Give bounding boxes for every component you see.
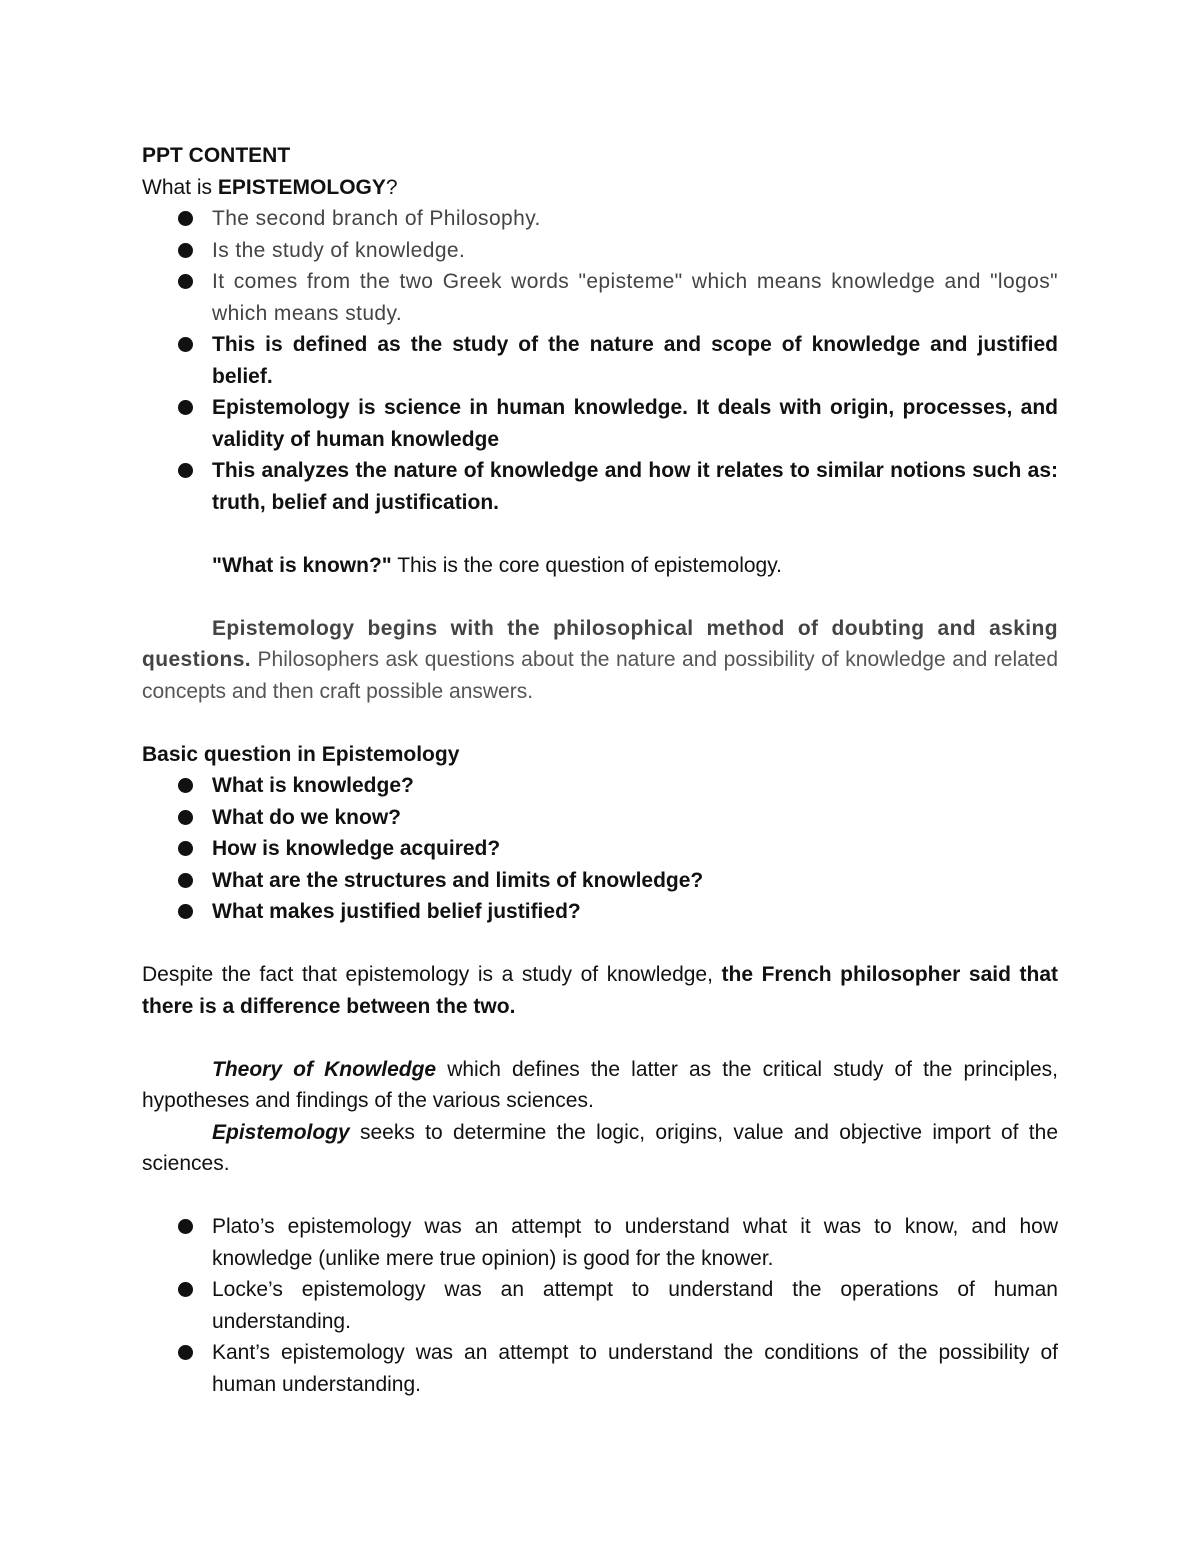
list-item-text: Locke’s epistemology was an attempt to understand the operations of human understanding. xyxy=(212,1278,1058,1333)
difference-plain: Despite the fact that epistemology is a study of knowledge, xyxy=(142,963,722,986)
document-body xyxy=(142,140,1058,1400)
list-item-text: Kant’s epistemology was an attempt to understand the conditions of the possibility of human understanding. xyxy=(212,1341,1058,1396)
method-paragraph-bold: Epistemology begins with the philosophical method of doubting and asking questions. xyxy=(142,616,1058,671)
bullet-icon xyxy=(178,337,193,352)
bullet-icon xyxy=(178,274,193,289)
bullet-icon xyxy=(178,400,193,415)
epistemology-term: Epistemology xyxy=(212,1120,350,1144)
question-line xyxy=(142,172,1058,204)
list-item xyxy=(142,235,1058,267)
question-suffix: ? xyxy=(385,175,398,199)
theory-paragraph xyxy=(142,1054,1058,1117)
list-item xyxy=(142,1211,1058,1274)
list-item xyxy=(142,1274,1058,1337)
question-term: EPISTEMOLOGY xyxy=(217,175,386,199)
bullet-icon xyxy=(178,243,193,258)
bullet-icon xyxy=(178,1282,193,1297)
method-paragraph xyxy=(142,613,1058,708)
list-item-text: Epistemology is science in human knowledge. It deals with origin, processes, and validity of human knowledge xyxy=(212,396,1058,451)
core-question xyxy=(142,550,1058,582)
core-question-bold: "What is known?" xyxy=(212,553,392,577)
question-prefix: What is xyxy=(142,175,218,199)
spacer xyxy=(142,928,1058,960)
bullet-icon xyxy=(178,463,193,478)
difference-paragraph xyxy=(142,959,1058,1022)
list-item xyxy=(142,329,1058,392)
document-heading: PPT CONTENT xyxy=(142,144,291,167)
core-question-rest: This is the core question of epistemology. xyxy=(391,553,783,577)
basic-questions-title: Basic question in Epistemology xyxy=(142,742,460,766)
list-item-text: What are the structures and limits of knowledge? xyxy=(212,868,704,892)
definition-list xyxy=(142,203,1058,329)
bold-definition-list xyxy=(142,329,1058,518)
bullet-icon xyxy=(178,810,193,825)
list-item xyxy=(142,865,1058,897)
spacer xyxy=(142,707,1058,739)
list-item xyxy=(142,802,1058,834)
bullet-icon xyxy=(178,778,193,793)
list-item-text: Plato’s epistemology was an attempt to understand what it was to know, and how knowledge (unlike mere true opinion) is good for the knower. xyxy=(212,1215,1058,1270)
method-paragraph-rest: Philosophers ask questions about the nature and possibility of knowledge and related concepts and then craft possible answers. xyxy=(142,648,1058,703)
list-item-text: What is knowledge? xyxy=(212,774,414,797)
list-item-text: How is knowledge acquired? xyxy=(212,837,501,860)
theory-rest: which defines the latter as the critical study of the principles, hypotheses and findings of the various sciences. xyxy=(142,1057,1058,1112)
spacer xyxy=(142,518,1058,550)
bullet-icon xyxy=(178,841,193,856)
list-item-text: This is defined as the study of the nature and scope of knowledge and justified belief. xyxy=(212,333,1058,388)
spacer xyxy=(142,1022,1058,1054)
list-item xyxy=(142,770,1058,802)
bullet-icon xyxy=(178,1345,193,1360)
spacer xyxy=(142,1180,1058,1212)
list-item xyxy=(142,1337,1058,1400)
list-item-text: This analyzes the nature of knowledge and how it relates to similar notions such as: truth, belief and justification. xyxy=(212,459,1058,514)
spacer xyxy=(142,581,1058,613)
basic-questions-list xyxy=(142,770,1058,928)
epistemology-paragraph xyxy=(142,1117,1058,1180)
bullet-icon xyxy=(178,873,193,888)
epistemology-rest: seeks to determine the logic, origins, value and objective import of the sciences. xyxy=(142,1120,1058,1175)
list-item xyxy=(142,266,1058,329)
bullet-icon xyxy=(178,904,193,919)
philosopher-list xyxy=(142,1211,1058,1400)
list-item xyxy=(142,455,1058,518)
list-item-text: It comes from the two Greek words "episteme" which means knowledge and "logos" which means study. xyxy=(212,270,1058,325)
list-item xyxy=(142,896,1058,928)
difference-bold: the French philosopher said that there is a difference between the two. xyxy=(142,963,1058,1018)
list-item xyxy=(142,203,1058,235)
list-item-text: What makes justified belief justified? xyxy=(212,900,581,923)
list-item-text: What do we know? xyxy=(212,805,401,829)
bullet-icon xyxy=(178,1219,193,1234)
bullet-icon xyxy=(178,211,193,226)
list-item xyxy=(142,392,1058,455)
list-item-text: The second branch of Philosophy. xyxy=(212,207,541,230)
list-item xyxy=(142,833,1058,865)
list-item-text: Is the study of knowledge. xyxy=(212,238,466,262)
theory-term: Theory of Knowledge xyxy=(212,1057,437,1081)
